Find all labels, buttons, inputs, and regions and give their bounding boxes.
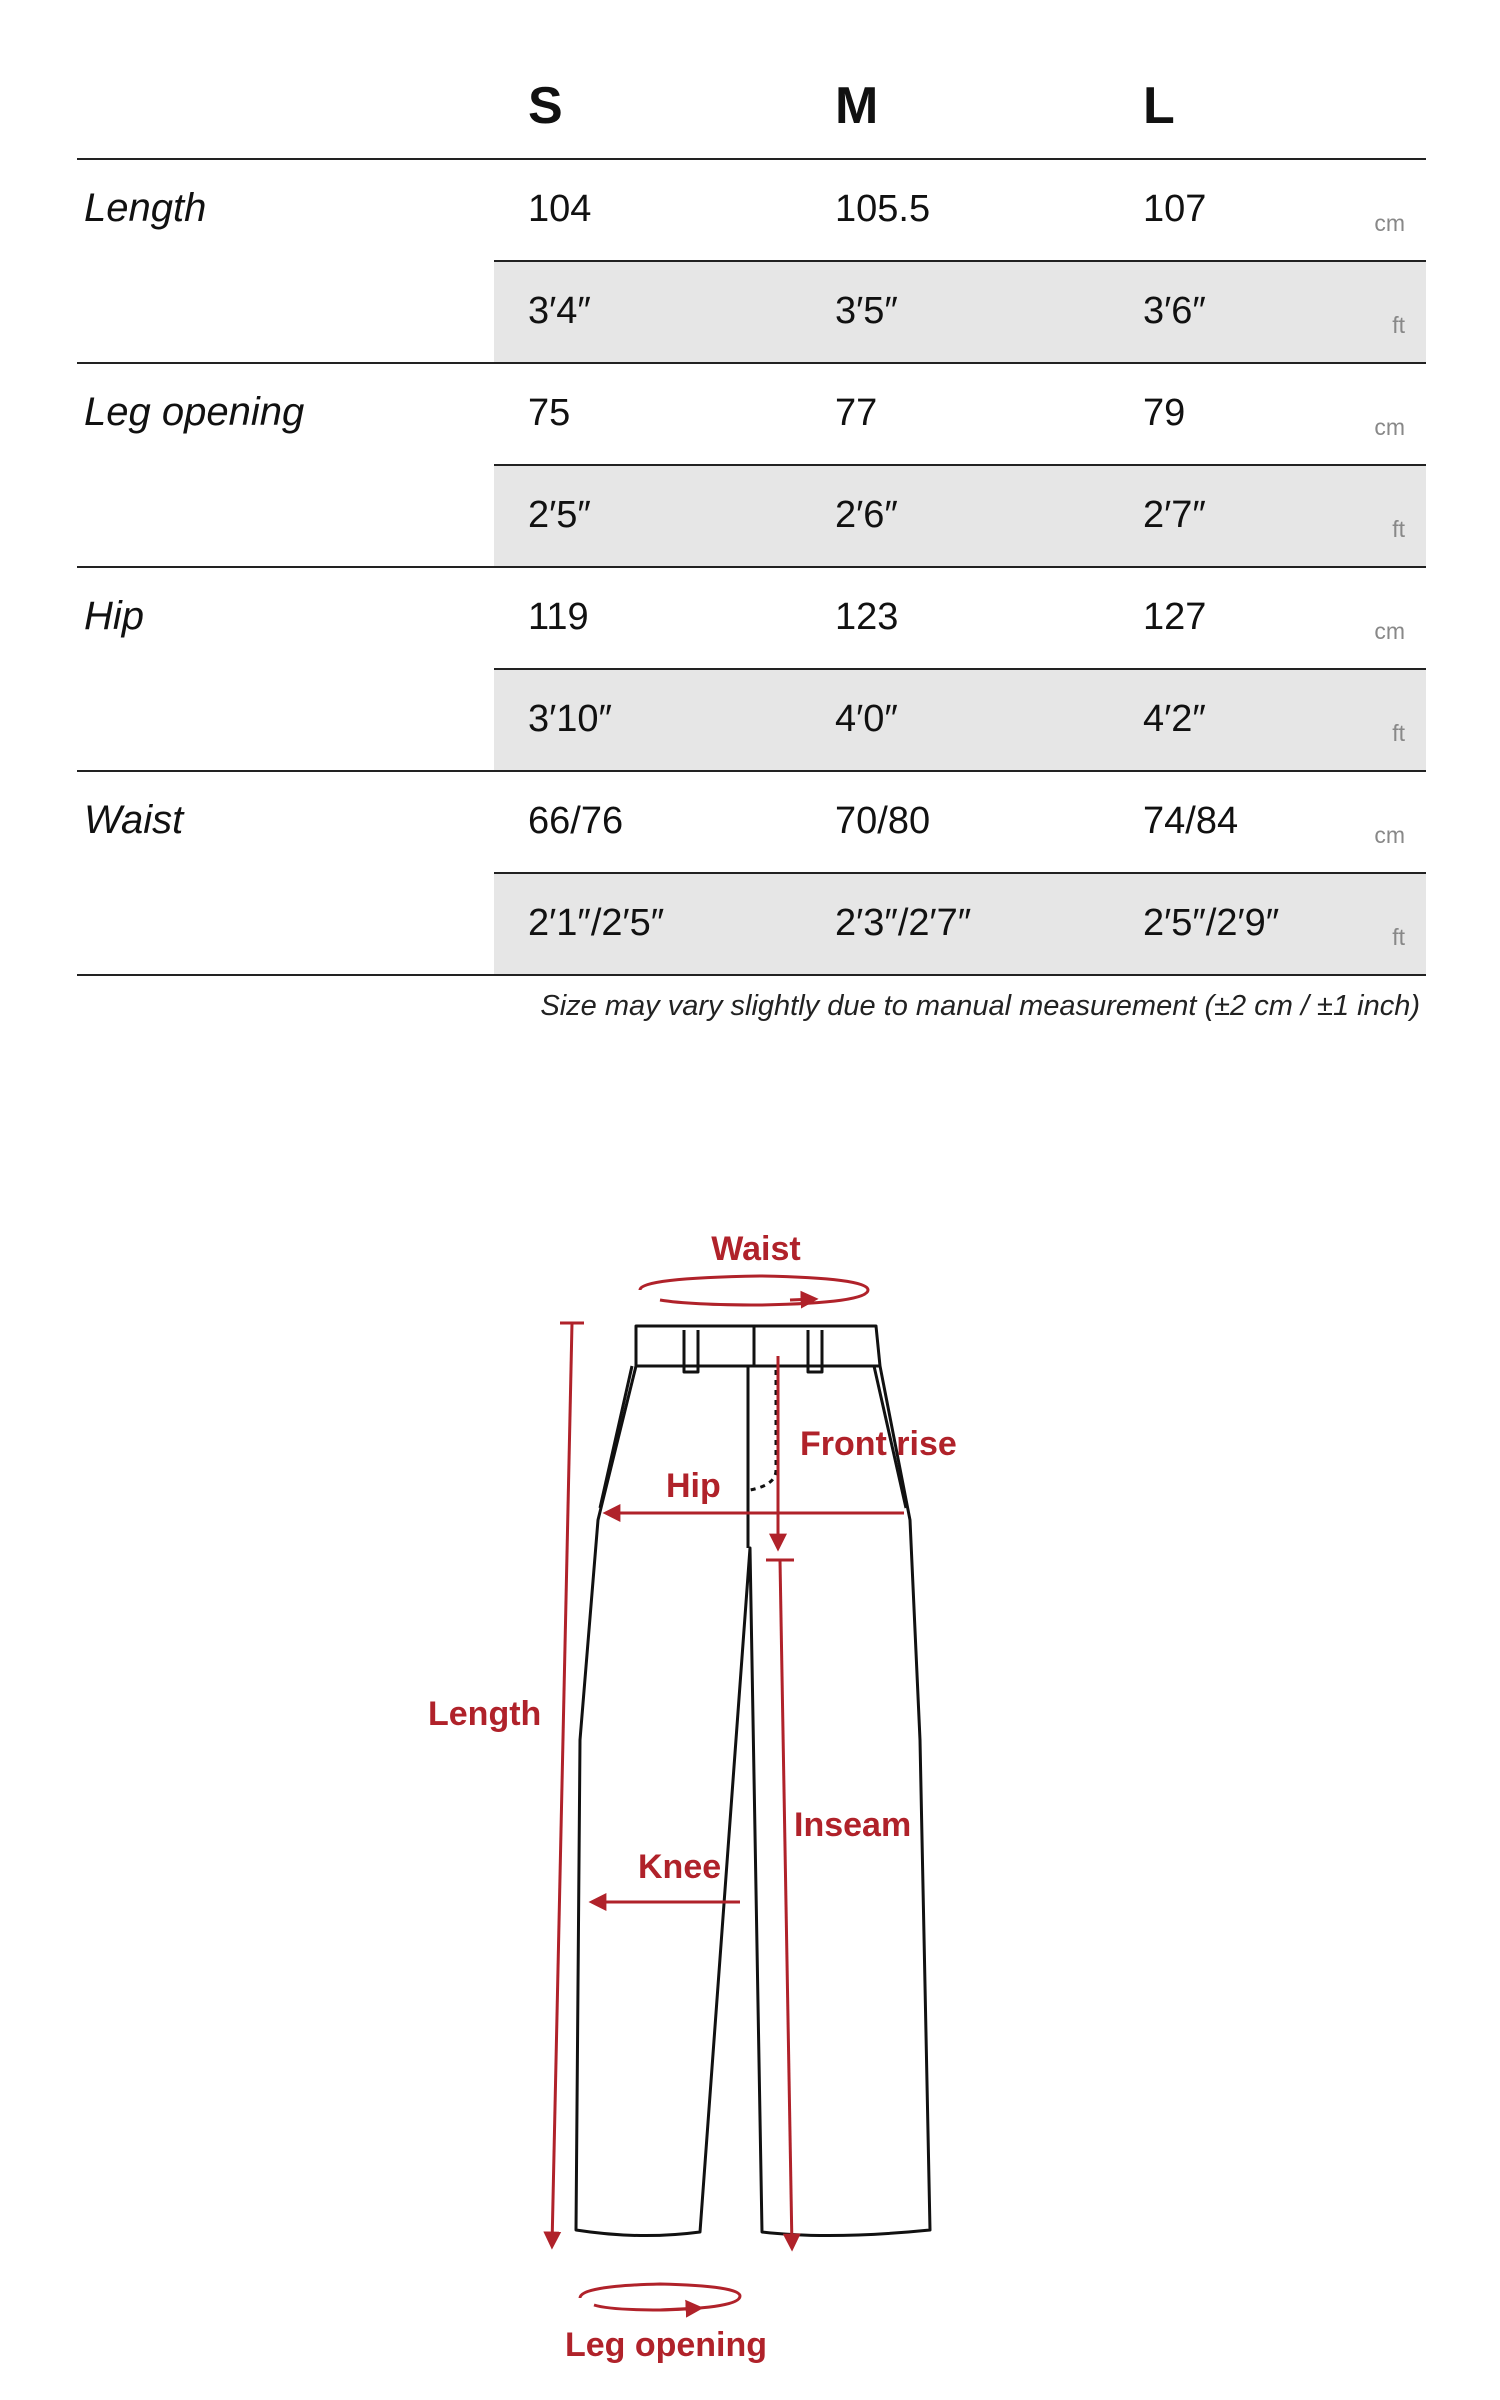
measurement-note: Size may vary slightly due to manual measurement (±2 cm / ±1 inch) xyxy=(540,990,1420,1022)
ft-row-shade xyxy=(494,670,1426,770)
table-bottom-rule xyxy=(77,974,1426,976)
waistband xyxy=(636,1326,880,1366)
unit-cm: cm xyxy=(1374,822,1405,848)
label-knee: Knee xyxy=(638,1848,722,1886)
leg-opening-m-ft: 2′6″ xyxy=(835,494,898,536)
waist-s-ft: 2′1″/2′5″ xyxy=(528,902,665,944)
leg-opening-s-ft: 2′5″ xyxy=(528,494,591,536)
size-header-s: S xyxy=(528,77,563,135)
pants-measurement-diagram xyxy=(0,1160,1500,2364)
length-l-ft: 3′6″ xyxy=(1143,290,1206,332)
unit-ft: ft xyxy=(1392,312,1405,338)
length-s-ft: 3′4″ xyxy=(528,290,591,332)
label-waist: Waist xyxy=(711,1230,801,1268)
section-rule xyxy=(77,362,1426,364)
leg-opening-l-ft: 2′7″ xyxy=(1143,494,1206,536)
hip-l-ft: 4′2″ xyxy=(1143,698,1206,740)
label-length: Length xyxy=(428,1695,542,1733)
row-label-length: Length xyxy=(84,186,207,230)
label-leg-opening: Leg opening xyxy=(564,2326,768,2364)
inseam-line xyxy=(780,1560,792,2248)
row-divider xyxy=(494,260,1426,262)
leg-opening-s-cm: 75 xyxy=(528,392,571,434)
waist-l-cm: 74/84 xyxy=(1143,800,1239,842)
row-label-hip: Hip xyxy=(84,594,145,638)
waist-s-cm: 66/76 xyxy=(528,800,624,842)
section-rule xyxy=(77,566,1426,568)
hip-s-ft: 3′10″ xyxy=(528,698,612,740)
row-label-waist: Waist xyxy=(84,798,184,842)
length-l-cm: 107 xyxy=(1143,188,1207,230)
unit-ft: ft xyxy=(1392,516,1405,542)
label-hip: Hip xyxy=(666,1467,721,1505)
row-divider xyxy=(494,668,1426,670)
ft-row-shade xyxy=(494,466,1426,566)
label-inseam: Inseam xyxy=(794,1806,912,1844)
unit-ft: ft xyxy=(1392,720,1405,746)
section-rule xyxy=(77,770,1426,772)
left-pocket xyxy=(600,1366,632,1508)
hip-m-ft: 4′0″ xyxy=(835,698,898,740)
unit-cm: cm xyxy=(1374,210,1405,236)
waist-m-cm: 70/80 xyxy=(835,800,931,842)
ft-row-shade xyxy=(494,262,1426,362)
table-top-rule xyxy=(77,158,1426,160)
unit-cm: cm xyxy=(1374,618,1405,644)
pants-body xyxy=(576,1366,930,2236)
waist-loop xyxy=(640,1276,868,1305)
row-label-leg-opening: Leg opening xyxy=(84,390,305,434)
hip-l-cm: 127 xyxy=(1143,596,1207,638)
size-header-m: M xyxy=(835,77,879,135)
label-front-rise: Front rise xyxy=(800,1425,957,1463)
size-header-l: L xyxy=(1143,77,1175,135)
row-divider xyxy=(494,872,1426,874)
hip-s-cm: 119 xyxy=(528,596,589,638)
length-m-cm: 105.5 xyxy=(835,188,931,230)
leg-opening-arrow xyxy=(660,2308,700,2310)
leg-opening-m-cm: 77 xyxy=(835,392,878,434)
leg-opening-loop xyxy=(580,2284,740,2310)
waist-arrow xyxy=(790,1299,815,1300)
length-s-cm: 104 xyxy=(528,188,592,230)
row-divider xyxy=(494,464,1426,466)
unit-cm: cm xyxy=(1374,414,1405,440)
length-m-ft: 3′5″ xyxy=(835,290,898,332)
unit-ft: ft xyxy=(1392,924,1405,950)
fly-stitch xyxy=(750,1370,776,1490)
hip-m-cm: 123 xyxy=(835,596,899,638)
waist-l-ft: 2′5″/2′9″ xyxy=(1143,902,1280,944)
length-line xyxy=(552,1323,572,2246)
waist-m-ft: 2′3″/2′7″ xyxy=(835,902,972,944)
leg-opening-l-cm: 79 xyxy=(1143,392,1186,434)
